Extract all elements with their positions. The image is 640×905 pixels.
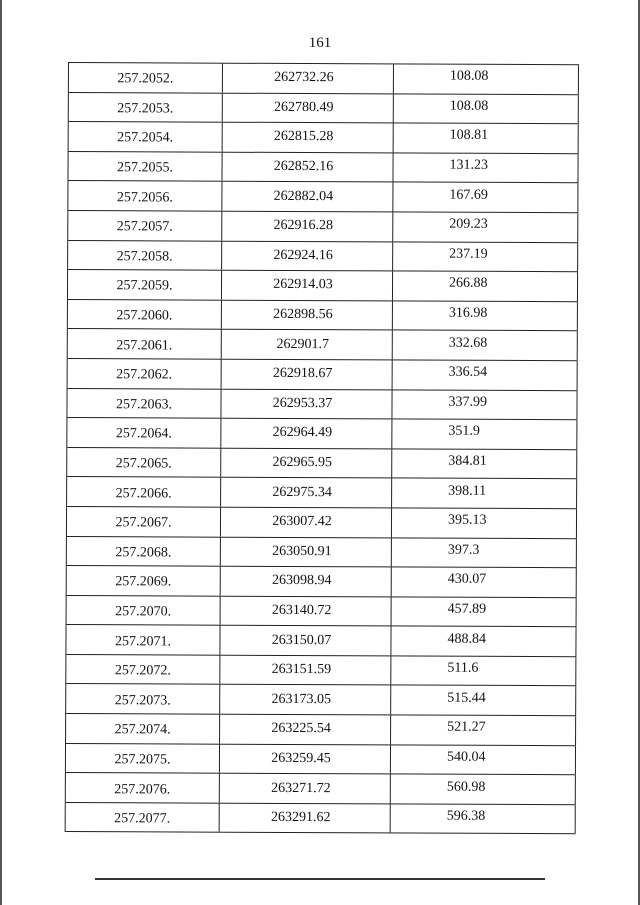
point-id-cell: 257.2074. bbox=[66, 714, 220, 743]
point-id-cell: 257.2069. bbox=[67, 566, 221, 595]
y-coordinate-cell: 108.08 bbox=[394, 64, 579, 93]
point-id-cell: 257.2076. bbox=[66, 773, 220, 802]
x-coordinate-cell: 262924.16 bbox=[222, 241, 393, 270]
table-row bbox=[68, 329, 578, 361]
point-id-cell: 257.2077. bbox=[66, 803, 220, 832]
table-row bbox=[66, 744, 576, 776]
table-row bbox=[67, 389, 577, 421]
table-row bbox=[69, 93, 579, 125]
y-coordinate-cell: 511.6 bbox=[391, 656, 576, 685]
point-id-cell: 257.2068. bbox=[67, 536, 221, 565]
point-id-cell: 257.2058. bbox=[68, 241, 222, 270]
table-row bbox=[66, 803, 576, 835]
x-coordinate-cell: 262916.28 bbox=[222, 212, 393, 241]
point-id-cell: 257.2054. bbox=[69, 122, 223, 151]
x-coordinate-cell: 262914.03 bbox=[222, 271, 393, 300]
x-coordinate-cell: 262918.67 bbox=[222, 360, 393, 389]
table-row bbox=[67, 418, 577, 450]
table-row bbox=[68, 359, 578, 391]
x-coordinate-cell: 263007.42 bbox=[221, 508, 392, 537]
page-number: 161 bbox=[308, 35, 332, 51]
point-id-cell: 257.2056. bbox=[68, 181, 222, 210]
table-row bbox=[67, 507, 577, 539]
x-coordinate-cell: 262975.34 bbox=[221, 478, 392, 507]
y-coordinate-cell: 540.04 bbox=[391, 745, 576, 774]
bottom-rule bbox=[95, 878, 545, 880]
y-coordinate-cell: 398.11 bbox=[392, 479, 577, 508]
point-id-cell: 257.2062. bbox=[68, 359, 222, 388]
x-coordinate-cell: 263140.72 bbox=[221, 596, 392, 625]
table-row bbox=[67, 566, 577, 598]
y-coordinate-cell: 560.98 bbox=[391, 775, 576, 804]
x-coordinate-cell: 263050.91 bbox=[221, 537, 392, 566]
x-coordinate-cell: 262901.7 bbox=[222, 330, 393, 359]
y-coordinate-cell: 488.84 bbox=[391, 627, 576, 656]
table-row bbox=[68, 152, 578, 184]
point-id-cell: 257.2055. bbox=[68, 152, 222, 181]
table-row bbox=[66, 714, 576, 746]
y-coordinate-cell: 167.69 bbox=[393, 183, 578, 212]
point-id-cell: 257.2070. bbox=[67, 596, 221, 625]
table-row bbox=[69, 122, 579, 154]
y-coordinate-cell: 521.27 bbox=[391, 715, 576, 744]
table-row bbox=[69, 63, 579, 95]
table-row bbox=[66, 773, 576, 805]
y-coordinate-cell: 384.81 bbox=[392, 449, 577, 478]
x-coordinate-cell: 262815.28 bbox=[223, 123, 394, 152]
x-coordinate-cell: 263098.94 bbox=[221, 567, 392, 596]
table-row bbox=[68, 211, 578, 243]
y-coordinate-cell: 266.88 bbox=[393, 272, 578, 301]
x-coordinate-cell: 263150.07 bbox=[220, 626, 391, 655]
point-id-cell: 257.2066. bbox=[67, 477, 221, 506]
table-row bbox=[68, 300, 578, 332]
y-coordinate-cell: 457.89 bbox=[392, 597, 577, 626]
table-row bbox=[67, 596, 577, 628]
x-coordinate-cell: 262898.56 bbox=[222, 300, 393, 329]
x-coordinate-cell: 263151.59 bbox=[220, 656, 391, 685]
x-coordinate-cell: 262953.37 bbox=[221, 389, 392, 418]
y-coordinate-cell: 395.13 bbox=[392, 508, 577, 537]
y-coordinate-cell: 108.81 bbox=[394, 124, 579, 153]
y-coordinate-cell: 596.38 bbox=[391, 804, 576, 833]
point-id-cell: 257.2063. bbox=[67, 389, 221, 418]
x-coordinate-cell: 262780.49 bbox=[223, 93, 394, 122]
table-row bbox=[68, 241, 578, 273]
y-coordinate-cell: 316.98 bbox=[393, 301, 578, 330]
point-id-cell: 257.2073. bbox=[66, 684, 220, 713]
point-id-cell: 257.2065. bbox=[67, 448, 221, 477]
table-row bbox=[67, 536, 577, 568]
y-coordinate-cell: 337.99 bbox=[392, 390, 577, 419]
point-id-cell: 257.2052. bbox=[69, 63, 223, 92]
y-coordinate-cell: 131.23 bbox=[393, 153, 578, 182]
x-coordinate-cell: 263259.45 bbox=[220, 744, 391, 773]
point-id-cell: 257.2064. bbox=[67, 418, 221, 447]
point-id-cell: 257.2060. bbox=[68, 300, 222, 329]
table-row bbox=[68, 181, 578, 213]
y-coordinate-cell: 351.9 bbox=[392, 420, 577, 449]
y-coordinate-cell: 332.68 bbox=[393, 331, 578, 360]
point-id-cell: 257.2059. bbox=[68, 270, 222, 299]
point-id-cell: 257.2067. bbox=[67, 507, 221, 536]
y-coordinate-cell: 237.19 bbox=[393, 242, 578, 271]
point-id-cell: 257.2057. bbox=[68, 211, 222, 240]
x-coordinate-cell: 263291.62 bbox=[220, 804, 391, 833]
x-coordinate-cell: 262882.04 bbox=[222, 182, 393, 211]
point-id-cell: 257.2071. bbox=[66, 625, 220, 654]
table-row bbox=[66, 625, 576, 657]
point-id-cell: 257.2061. bbox=[68, 329, 222, 358]
y-coordinate-cell: 336.54 bbox=[393, 360, 578, 389]
x-coordinate-cell: 263271.72 bbox=[220, 774, 391, 803]
table-row bbox=[68, 270, 578, 302]
y-coordinate-cell: 430.07 bbox=[392, 568, 577, 597]
y-coordinate-cell: 515.44 bbox=[391, 686, 576, 715]
table-row bbox=[67, 448, 577, 480]
x-coordinate-cell: 262964.49 bbox=[221, 419, 392, 448]
x-coordinate-cell: 262965.95 bbox=[221, 448, 392, 477]
x-coordinate-cell: 263225.54 bbox=[220, 715, 391, 744]
y-coordinate-cell: 209.23 bbox=[393, 212, 578, 241]
table-row bbox=[67, 477, 577, 509]
page-left-edge bbox=[0, 0, 2, 905]
y-coordinate-cell: 108.08 bbox=[394, 94, 579, 123]
coordinates-table bbox=[65, 62, 579, 835]
point-id-cell: 257.2053. bbox=[69, 93, 223, 122]
y-coordinate-cell: 397.3 bbox=[392, 538, 577, 567]
table-row bbox=[66, 655, 576, 687]
point-id-cell: 257.2075. bbox=[66, 744, 220, 773]
x-coordinate-cell: 263173.05 bbox=[220, 685, 391, 714]
x-coordinate-cell: 262852.16 bbox=[222, 152, 393, 181]
point-id-cell: 257.2072. bbox=[66, 655, 220, 684]
x-coordinate-cell: 262732.26 bbox=[223, 64, 394, 93]
table-row bbox=[66, 684, 576, 716]
